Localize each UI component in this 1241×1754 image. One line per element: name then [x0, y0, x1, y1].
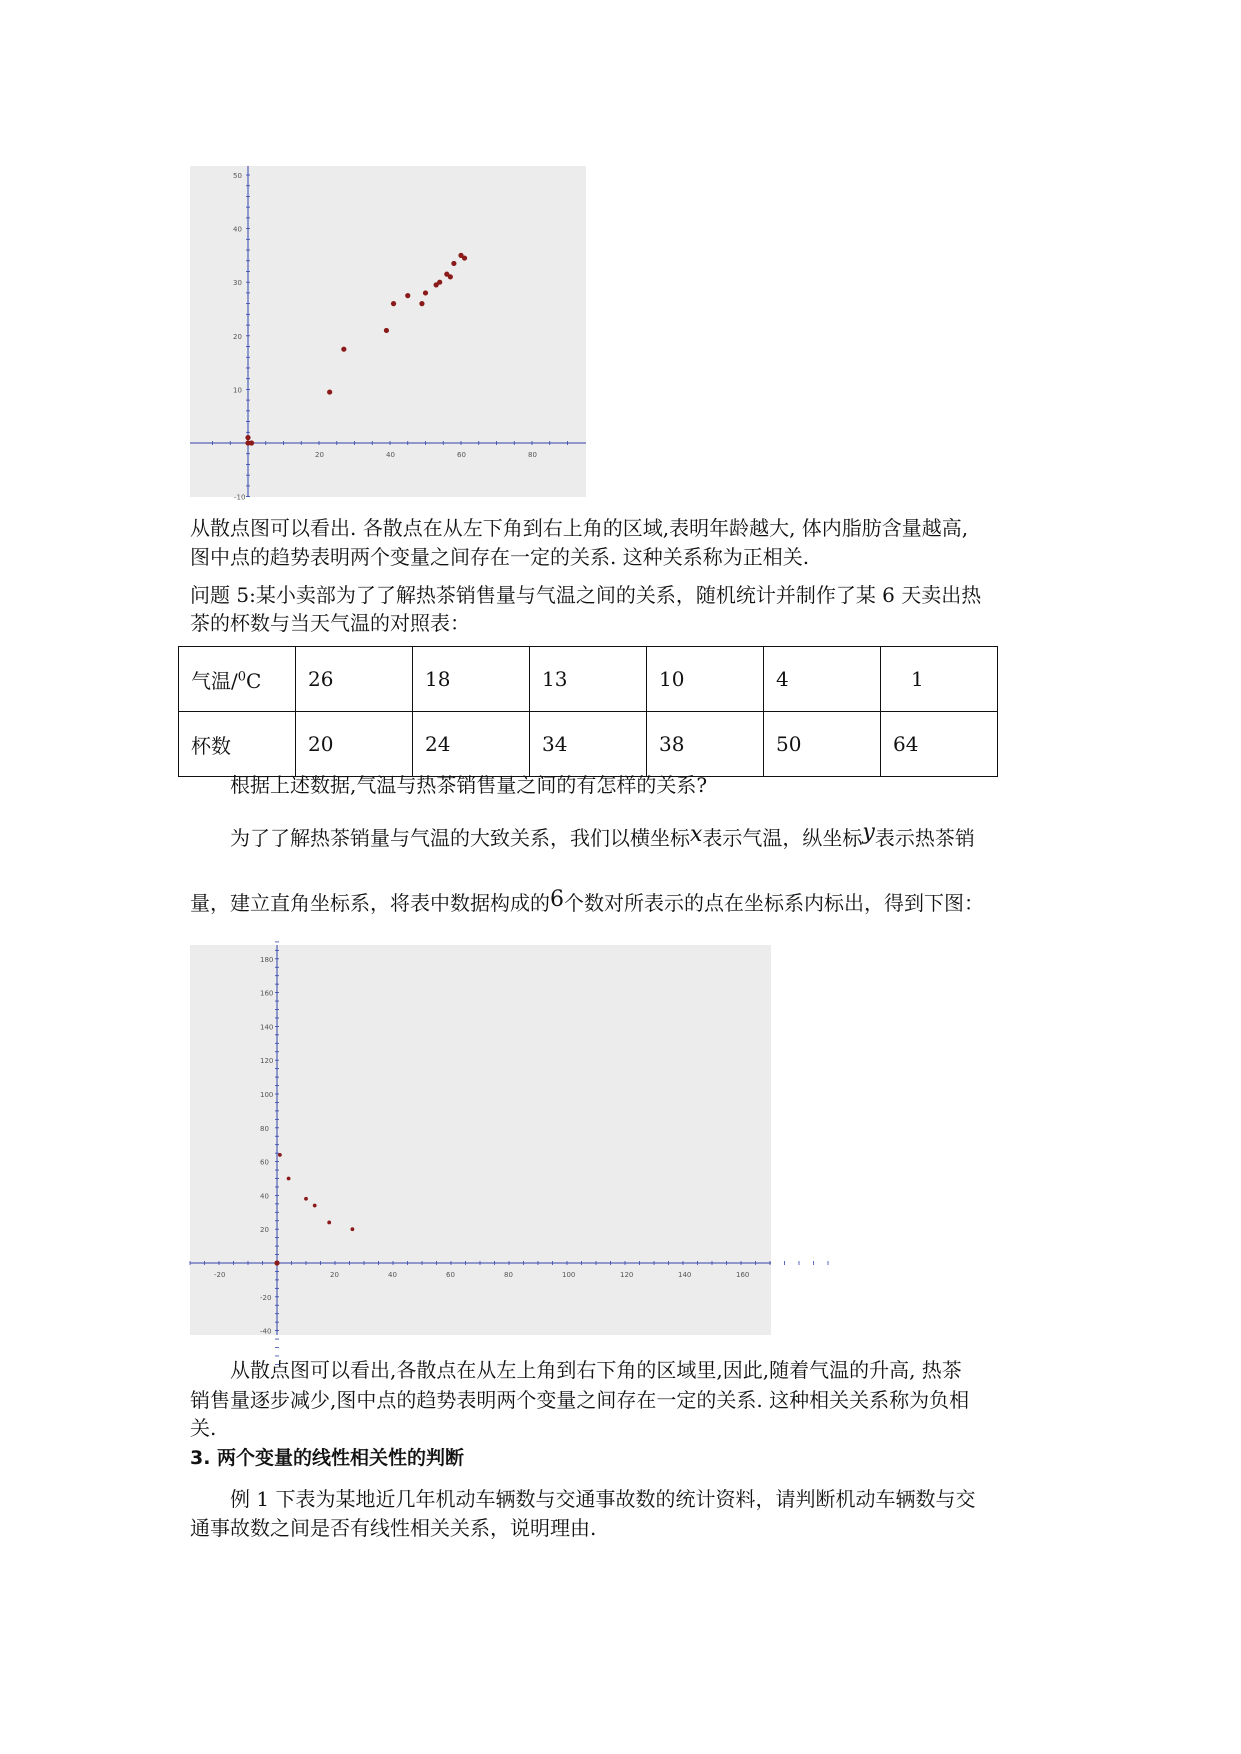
example1-line1: 例 1 下表为某地近几年机动车辆数与交通事故数的统计资料，请判断机动车辆数与交 — [230, 1487, 976, 1511]
x-tick-label: 80 — [504, 1271, 513, 1279]
data-point — [423, 290, 428, 295]
table-cell: 34 — [530, 712, 647, 777]
para3-line1: 从散点图可以看出,各散点在从左上角到右下角的区域里,因此,随着气温的升高, 热茶 — [230, 1358, 962, 1382]
y-tick-label: 160 — [260, 989, 274, 998]
y-tick-label: 20 — [233, 332, 242, 341]
temperature-cups-table — [178, 646, 998, 777]
y-tick-label: -20 — [260, 1293, 272, 1302]
table-cell: 24 — [413, 712, 530, 777]
table-header-temperature: 气温/$^0$C — [179, 647, 296, 712]
scatter-plot-2 — [190, 945, 771, 1335]
x-tick-label: 120 — [620, 1271, 634, 1279]
data-point — [249, 440, 254, 445]
section-heading-3: 3. 两个变量的线性相关性的判断 — [190, 1447, 465, 1469]
y-tick-label: 100 — [260, 1091, 274, 1099]
x-tick-label: 20 — [330, 1271, 339, 1279]
data-point — [391, 301, 396, 306]
table-cell: 4 — [764, 647, 881, 712]
data-point — [287, 1177, 291, 1181]
data-point — [327, 1221, 331, 1225]
data-point — [245, 435, 250, 440]
data-point — [451, 261, 456, 266]
x-tick-label: 60 — [457, 451, 466, 459]
question5-line2: 茶的杯数与当天气温的对照表： — [190, 611, 470, 635]
para3-line3: 关. — [190, 1416, 217, 1440]
data-point — [304, 1197, 308, 1201]
data-point — [419, 301, 424, 306]
y-tick-label: 120 — [260, 1057, 274, 1066]
para1-line2: 图中点的趋势表明两个变量之间存在一定的关系. 这种关系称为正相关. — [190, 545, 810, 569]
y-tick-label: 20 — [260, 1226, 269, 1235]
data-point — [278, 1153, 282, 1157]
x-tick-label: 80 — [528, 451, 537, 459]
x-tick-label: 140 — [678, 1271, 692, 1279]
table-cell: 13 — [530, 647, 647, 712]
table-cell: 1 — [881, 647, 998, 712]
table-header-cups: 杯数 — [179, 712, 296, 777]
y-tick-label: -10 — [234, 493, 246, 502]
x-tick-label: 60 — [446, 1271, 455, 1279]
para2-line1: 为了了解热茶销量与气温的大致关系，我们以横坐标x表示气温，纵坐标y表示热茶销 — [230, 820, 975, 850]
example1-line2: 通事故数之间是否有线性相关关系，说明理由. — [190, 1516, 597, 1540]
y-tick-label: 180 — [260, 955, 274, 964]
table-cell: 18 — [413, 647, 530, 712]
x-tick-label: 20 — [315, 451, 324, 459]
data-point — [327, 389, 332, 394]
data-point — [341, 347, 346, 352]
data-point — [405, 293, 410, 298]
data-point — [313, 1204, 317, 1208]
y-tick-label: 30 — [233, 279, 242, 288]
y-tick-label: 60 — [260, 1158, 269, 1167]
scatter-plot-1 — [190, 166, 586, 502]
y-tick-label: 50 — [233, 172, 242, 180]
data-point — [351, 1227, 355, 1231]
table-cell: 26 — [296, 647, 413, 712]
x-tick-label: 100 — [562, 1271, 576, 1279]
scatter-chart-temperature-cups — [190, 945, 771, 1335]
x-tick-label: 160 — [736, 1271, 750, 1279]
table-row-temperature — [179, 647, 998, 712]
para2-line2: 量，建立直角坐标系，将表中数据构成的6个数对所表示的点在坐标系内标出，得到下图： — [190, 887, 984, 915]
scatter-chart-age-fat — [190, 166, 586, 502]
y-tick-label: 40 — [260, 1192, 269, 1201]
y-tick-label: -40 — [260, 1327, 272, 1336]
question-line: 根据上述数据,气温与热茶销售量之间的有怎样的关系? — [230, 773, 708, 797]
y-tick-label: 80 — [260, 1124, 269, 1133]
y-tick-label: 10 — [233, 386, 242, 395]
y-tick-label: 40 — [233, 225, 242, 234]
table-cell: 50 — [764, 712, 881, 777]
data-point — [462, 255, 467, 260]
y-tick-label: 140 — [260, 1023, 274, 1032]
table-row-cups — [179, 712, 998, 777]
data-point — [274, 1260, 279, 1265]
data-point — [384, 328, 389, 333]
table-cell: 10 — [647, 647, 764, 712]
para1-line1: 从散点图可以看出. 各散点在从左下角到右上角的区域,表明年龄越大, 体内脂肪含量越高, — [190, 516, 969, 540]
x-tick-label: 40 — [388, 1271, 397, 1279]
data-point — [437, 280, 442, 285]
x-tick-label: 40 — [386, 451, 395, 459]
x-tick-label: -20 — [214, 1271, 226, 1279]
table-cell: 20 — [296, 712, 413, 777]
para3-line2: 销售量逐步减少,图中点的趋势表明两个变量之间存在一定的关系. 这种相关关系称为负相 — [190, 1388, 970, 1412]
table-cell: 38 — [647, 712, 764, 777]
table-cell: 64 — [881, 712, 998, 777]
question5-line1: 问题 5:某小卖部为了了解热茶销售量与气温之间的关系，随机统计并制作了某 6 天卖出热 — [190, 583, 982, 607]
data-point — [448, 274, 453, 279]
